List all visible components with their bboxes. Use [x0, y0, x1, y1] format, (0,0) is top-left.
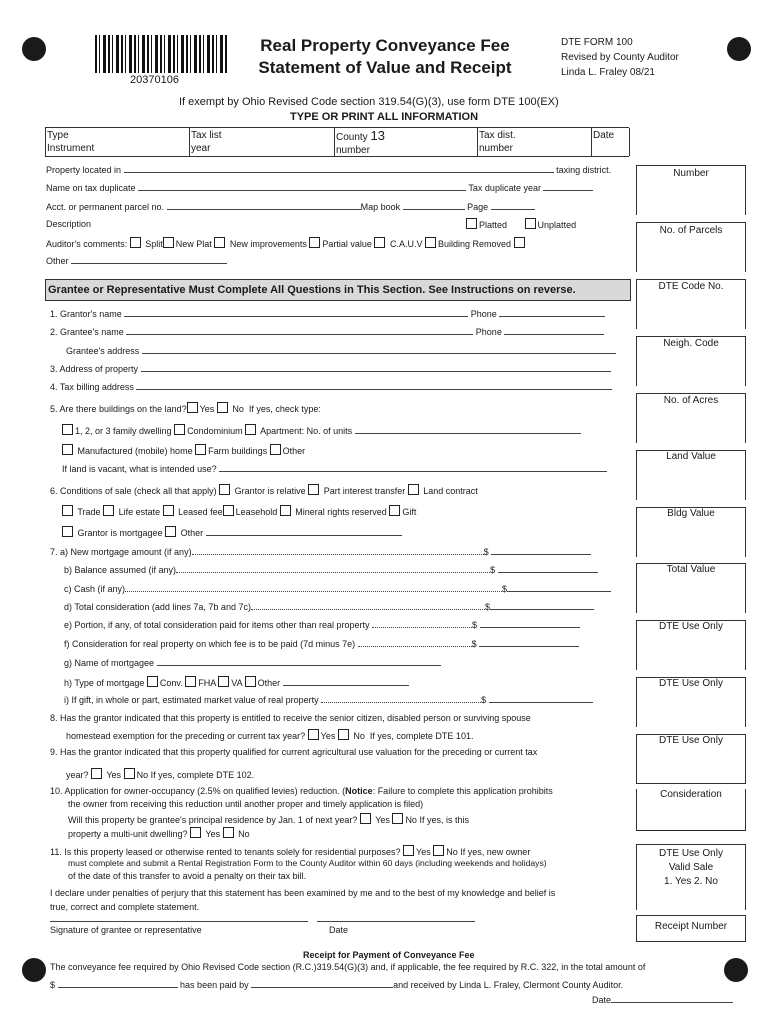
q5-row: 5. Are there buildings on the land? Yes No If yes, check type:: [50, 404, 321, 414]
building-removed-checkbox[interactable]: [425, 237, 436, 248]
apartment-checkbox[interactable]: [245, 424, 256, 435]
grantor-relative-checkbox[interactable]: [219, 484, 230, 495]
signature-field[interactable]: [50, 913, 308, 922]
q6-row3: Grantor is mortgagee Other: [62, 526, 402, 538]
residence-yes-checkbox[interactable]: [360, 813, 371, 824]
platted-checkbox[interactable]: [466, 218, 477, 229]
q1-row: 1. Grantor's name Phone: [50, 308, 605, 319]
q10-line1: 10. Application for owner-occupancy (2.5% on qualified levies) reduction. (Notice: Failure to complete this application prohibits: [50, 786, 553, 796]
other-condition-field[interactable]: [206, 527, 402, 536]
q7a-row: 7. a) New mortgage amount (if any) $: [50, 546, 591, 557]
gift-market-value-field[interactable]: [489, 694, 593, 703]
receipt-line2: $ has been paid by and received by Linda L. Fraley, Clermont County Auditor.: [50, 980, 624, 990]
manufactured-home-checkbox[interactable]: [62, 444, 73, 455]
rental-no-checkbox[interactable]: [433, 845, 444, 856]
homestead-no-checkbox[interactable]: [338, 729, 349, 740]
other-mortgage-checkbox[interactable]: [245, 676, 256, 687]
q7e-row: e) Portion, if any, of total consideration paid for items other than real property $: [64, 619, 580, 630]
revised-name: Linda L. Fraley 08/21: [561, 67, 655, 78]
parcel-row: Acct. or permanent parcel no. Map book Page: [46, 201, 535, 212]
farm-buildings-checkbox[interactable]: [195, 444, 206, 455]
fee-amount-field[interactable]: [58, 979, 178, 988]
grantee-phone-field[interactable]: [504, 326, 604, 335]
receipt-line1: The conveyance fee required by Ohio Revised Code section (R.C.)319.54(G)(3) and, if applicable, the fee required by R.C. 322, in the total amount of: [50, 962, 646, 972]
property-located-field[interactable]: [124, 164, 554, 173]
declaration-line1: I declare under penalties of perjury that this statement has been examined by me and to the best of my knowledge and belief is: [50, 888, 556, 898]
tax-duplicate-year-field[interactable]: [543, 182, 593, 191]
side-acres-box[interactable]: No. of Acres: [636, 393, 746, 443]
tax-billing-address-field[interactable]: [136, 381, 612, 390]
fha-checkbox[interactable]: [185, 676, 196, 687]
revised-by: Revised by County Auditor: [561, 52, 679, 63]
other-row: Other: [46, 255, 227, 266]
mineral-rights-checkbox[interactable]: [280, 505, 291, 516]
map-book-field[interactable]: [403, 201, 465, 210]
agricultural-yes-checkbox[interactable]: [91, 768, 102, 779]
declaration-line2: true, correct and complete statement.: [50, 902, 200, 912]
leasehold-checkbox[interactable]: [223, 505, 234, 516]
barcode: [95, 35, 227, 73]
side-consideration-box[interactable]: Consideration: [636, 789, 746, 831]
property-address-field[interactable]: [141, 363, 611, 372]
part-interest-checkbox[interactable]: [308, 484, 319, 495]
other-items-portion-field[interactable]: [480, 619, 580, 628]
q6-row: 6. Conditions of sale (check all that apply) Grantor is relative Part interest transfer Land contract: [50, 486, 478, 496]
side-total-box[interactable]: Total Value: [636, 563, 746, 613]
q6-row2: Trade Life estate Leased fee Leasehold Mineral rights reserved Gift: [62, 505, 416, 517]
buildings-yes-checkbox[interactable]: [187, 402, 198, 413]
land-contract-checkbox[interactable]: [408, 484, 419, 495]
q7h-row: h) Type of mortgage Conv. FHA VA Other: [64, 676, 409, 688]
punch-hole-top-left: [22, 37, 46, 61]
tax-duplicate-row: Name on tax duplicate Tax duplicate year: [46, 182, 593, 193]
q4-row: 4. Tax billing address: [50, 381, 612, 392]
side-dteuse-box-3[interactable]: DTE Use Only: [636, 734, 746, 784]
side-dtecode-box[interactable]: DTE Code No.: [636, 279, 746, 329]
form-id: DTE FORM 100: [561, 37, 633, 48]
punch-hole-bottom-right: [724, 958, 748, 982]
q7f-row: f) Consideration for real property on which fee is to be paid (7d minus 7e) $: [64, 638, 579, 649]
q5-types-row1: 1, 2, or 3 family dwelling Condominium Apartment: No. of units: [62, 424, 581, 436]
cash-field[interactable]: [507, 583, 611, 592]
other-field[interactable]: [71, 255, 227, 264]
agricultural-no-checkbox[interactable]: [124, 768, 135, 779]
gift-checkbox[interactable]: [389, 505, 400, 516]
new-improvements-checkbox[interactable]: [214, 237, 225, 248]
type-instrument-cell[interactable]: Type Instrument: [46, 128, 190, 156]
rental-yes-checkbox[interactable]: [403, 845, 414, 856]
new-mortgage-amount-field[interactable]: [491, 546, 591, 555]
q3-row: 3. Address of property: [50, 363, 611, 374]
signature-date-label: Date: [329, 925, 349, 935]
q11-line3: of the date of this transfer to avoid a penalty on their tax bill.: [68, 871, 307, 881]
county-number-cell[interactable]: County 13 number: [335, 128, 478, 156]
q9-line2: year? Yes No If yes, complete DTE 102.: [66, 770, 255, 780]
family-dwelling-checkbox[interactable]: [62, 424, 73, 435]
va-checkbox[interactable]: [218, 676, 229, 687]
form-title-line1: Real Property Conveyance Fee: [260, 36, 510, 55]
auditor-extra-checkbox[interactable]: [514, 237, 525, 248]
q7d-row: d) Total consideration (add lines 7a, 7b and 7c) $: [64, 601, 594, 612]
partial-value-checkbox[interactable]: [309, 237, 320, 248]
tax-dist-number-cell[interactable]: Tax dist. number: [478, 128, 592, 156]
other-building-checkbox[interactable]: [270, 444, 281, 455]
multiunit-yes-checkbox[interactable]: [190, 827, 201, 838]
q10-line2: the owner from receiving this reduction until another proper and timely application is filed): [68, 799, 424, 809]
other-condition-checkbox[interactable]: [165, 526, 176, 537]
receipt-date-row: Date: [592, 994, 733, 1005]
section-header: Grantee or Representative Must Complete All Questions in This Section. See Instructions on reverse.: [45, 279, 631, 301]
q7c-row: c) Cash (if any) $: [64, 583, 611, 594]
q10-line4: property a multi-unit dwelling? Yes No: [68, 829, 250, 839]
residence-no-checkbox[interactable]: [392, 813, 403, 824]
total-consideration-field[interactable]: [490, 601, 594, 610]
punch-hole-bottom-left: [22, 958, 46, 982]
cauv-checkbox[interactable]: [374, 237, 385, 248]
q2-row: 2. Grantee's name Phone: [50, 326, 604, 337]
auditor-comments-row: Auditor's comments: Split New Plat New improvements Partial value C.A.U.V Building Removed: [46, 237, 527, 249]
side-validsale-box[interactable]: DTE Use Only Valid Sale 1. Yes 2. No: [636, 844, 746, 910]
q9-line1: 9. Has the grantor indicated that this property qualified for current agricultural use valuation for the preceding or current tax: [50, 747, 538, 757]
side-parcels-box[interactable]: No. of Parcels: [636, 222, 746, 272]
condominium-checkbox[interactable]: [174, 424, 185, 435]
q5-types-row2: Manufactured (mobile) home Farm buildings Other: [62, 444, 305, 456]
side-number-box[interactable]: Number: [636, 165, 746, 215]
buildings-no-checkbox[interactable]: [217, 402, 228, 413]
tax-list-year-cell[interactable]: Tax list year: [190, 128, 335, 156]
q7i-row: i) If gift, in whole or part, estimated market value of real property $: [64, 694, 593, 705]
side-dteuse-box-2[interactable]: DTE Use Only: [636, 677, 746, 727]
page-field[interactable]: [491, 201, 535, 210]
mortgagee-name-field[interactable]: [157, 657, 441, 666]
property-located-row: Property located in taxing district.: [46, 165, 612, 175]
receipt-title: Receipt for Payment of Conveyance Fee: [303, 950, 475, 960]
county-value: 13: [370, 128, 385, 143]
side-land-box[interactable]: Land Value: [636, 450, 746, 500]
conv-checkbox[interactable]: [147, 676, 158, 687]
grantor-name-field[interactable]: [124, 308, 468, 317]
other-mortgage-field[interactable]: [283, 677, 409, 686]
paid-by-field[interactable]: [251, 979, 393, 988]
grantee-address-row: Grantee's address: [66, 345, 616, 356]
date-cell[interactable]: Date: [592, 128, 630, 156]
multiunit-no-checkbox[interactable]: [223, 827, 234, 838]
balance-assumed-field[interactable]: [498, 564, 598, 573]
q7b-row: b) Balance assumed (if any) $: [64, 564, 598, 575]
receipt-date-field[interactable]: [611, 994, 733, 1003]
side-dteuse-box-1[interactable]: DTE Use Only: [636, 620, 746, 670]
grantor-mortgagee-checkbox[interactable]: [62, 526, 73, 537]
q11-line2: must complete and submit a Rental Registration Form to the County Auditor within 60 days (including weekends and holidays): [68, 858, 547, 868]
vacant-use-field[interactable]: [219, 463, 607, 472]
side-neigh-box[interactable]: Neigh. Code: [636, 336, 746, 386]
q11-line1: 11. Is this property leased or otherwise rented to tenants solely for residential purposes? Yes No If yes, new owner: [50, 847, 531, 857]
form-title-line2: Statement of Value and Receipt: [258, 58, 512, 77]
new-plat-checkbox[interactable]: [163, 237, 174, 248]
exempt-note: If exempt by Ohio Revised Code section 319.54(G)(3), use form DTE 100(EX): [179, 96, 559, 108]
signature-label: Signature of grantee or representative: [50, 925, 202, 935]
side-receipt-box[interactable]: Receipt Number: [636, 915, 746, 942]
grantee-name-field[interactable]: [126, 326, 473, 335]
grantor-phone-field[interactable]: [499, 308, 605, 317]
signature-date-field[interactable]: [317, 913, 475, 922]
apartment-units-field[interactable]: [355, 425, 581, 434]
name-on-tax-duplicate-field[interactable]: [138, 182, 466, 191]
life-estate-checkbox[interactable]: [103, 505, 114, 516]
trade-checkbox[interactable]: [62, 505, 73, 516]
homestead-yes-checkbox[interactable]: [308, 729, 319, 740]
fee-consideration-field[interactable]: [479, 638, 579, 647]
side-bldg-box[interactable]: Bldg Value: [636, 507, 746, 557]
q7g-row: g) Name of mortgagee: [64, 657, 441, 668]
platted-row: Platted Unplatted: [466, 218, 576, 230]
q10-line3: Will this property be grantee's principal residence by Jan. 1 of next year? Yes No If yes, is this: [68, 815, 469, 825]
q8-line2: homestead exemption for the preceding or current tax year? Yes No If yes, complete DTE 101.: [66, 731, 474, 741]
leased-fee-checkbox[interactable]: [163, 505, 174, 516]
vacant-row: If land is vacant, what is intended use?: [62, 463, 607, 474]
description-label: Description: [46, 219, 92, 229]
split-checkbox[interactable]: [130, 237, 141, 248]
parcel-number-field[interactable]: [167, 201, 361, 210]
header-table: [45, 127, 629, 157]
barcode-number: 20370106: [130, 74, 179, 86]
print-note: TYPE OR PRINT ALL INFORMATION: [290, 111, 479, 123]
unplatted-checkbox[interactable]: [525, 218, 536, 229]
punch-hole-top-right: [727, 37, 751, 61]
q8-line1: 8. Has the grantor indicated that this property is entitled to receive the senior citizen, disabled person or surviving spouse: [50, 713, 531, 723]
grantee-address-field[interactable]: [142, 345, 616, 354]
